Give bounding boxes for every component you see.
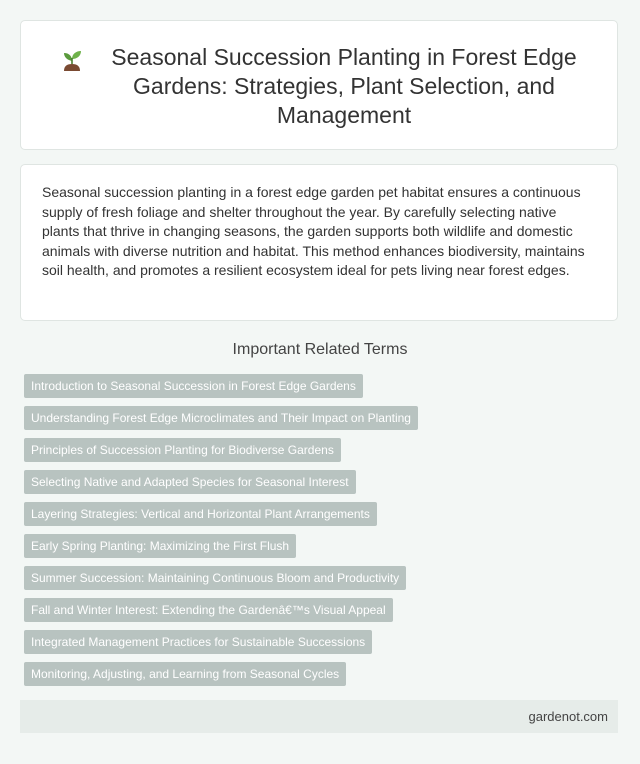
term-tag[interactable]: Selecting Native and Adapted Species for Seasonal Interest bbox=[24, 470, 356, 494]
related-terms-heading: Important Related Terms bbox=[232, 341, 408, 358]
term-tag[interactable]: Monitoring, Adjusting, and Learning from Seasonal Cycles bbox=[24, 662, 346, 686]
title-card bbox=[20, 20, 618, 150]
summary-text: Seasonal succession planting in a forest edge garden pet habitat ensures a continuous supply of fresh foliage and shelter throughout the year. By carefully selecting native plants that thrive in changing seasons, the garden supports both wildlife and domestic animals with diverse nutrition and habitat. This method enhances biodiversity, maintains soil health, and promotes a resilient ecosystem ideal for pets living near forest edges. bbox=[42, 184, 585, 279]
term-tag[interactable]: Introduction to Seasonal Succession in Forest Edge Gardens bbox=[24, 374, 363, 398]
footer bbox=[20, 700, 618, 733]
term-tag[interactable]: Understanding Forest Edge Microclimates and Their Impact on Planting bbox=[24, 406, 418, 430]
term-tag[interactable]: Summer Succession: Maintaining Continuous Bloom and Productivity bbox=[24, 566, 406, 590]
summary-card bbox=[20, 164, 618, 321]
footer-site-link[interactable]: gardenot.com bbox=[528, 709, 608, 724]
term-tag[interactable]: Early Spring Planting: Maximizing the First Flush bbox=[24, 534, 296, 558]
term-tag[interactable]: Principles of Succession Planting for Biodiverse Gardens bbox=[24, 438, 341, 462]
related-terms-list bbox=[24, 374, 616, 694]
term-tag[interactable]: Integrated Management Practices for Sustainable Successions bbox=[24, 630, 372, 654]
term-tag[interactable]: Fall and Winter Interest: Extending the Gardenâ€™s Visual Appeal bbox=[24, 598, 393, 622]
page-title: Seasonal Succession Planting in Forest Edge Gardens: Strategies, Plant Selection, and Management bbox=[111, 44, 577, 128]
term-tag[interactable]: Layering Strategies: Vertical and Horizontal Plant Arrangements bbox=[24, 502, 377, 526]
